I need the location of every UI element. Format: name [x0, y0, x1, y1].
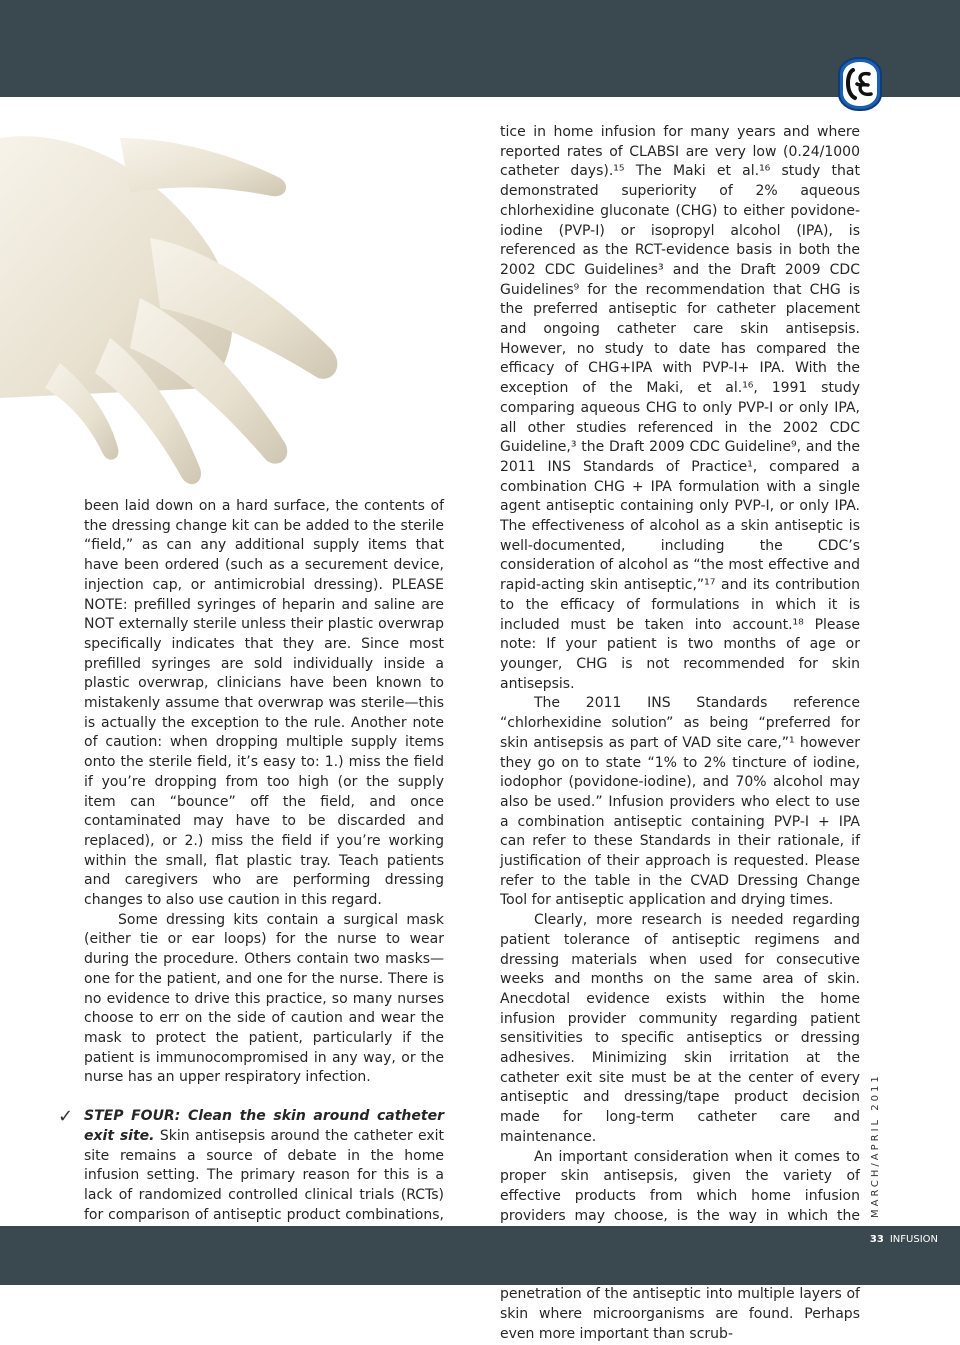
- right-paragraph-3: Clearly, more research is needed regarding patient tolerance of antiseptic regimens and dressing materials when used for consecutive weeks and months on the same area of skin. Anecdotal evidence exists within the home infusion provider community regarding patient sensitivities to specific antiseptics or dressing adhesives. Minimizing skin irritation at the catheter exit site must be at the center of every antiseptic and dressing/tape product decision made for long-term catheter care and maintenance.: [500, 912, 860, 1145]
- step-four-body: Skin antisepsis around the catheter exit site remains a source of debate in the home infusion setting. The primary reason for this is a lack of randomized controlled clinical trials (RCTs) for comparison of antiseptic product combinations,: [84, 1127, 444, 1223]
- left-column: [58, 497, 444, 1245]
- header-bar: [0, 0, 960, 97]
- publication-name: INFUSION: [889, 1234, 938, 1245]
- step-four-section: [58, 1106, 444, 1245]
- ce-badge-icon: [835, 56, 885, 114]
- left-paragraph-1: been laid down on a hard surface, the contents of the dressing change kit can be added to the sterile “field,” as can any additional supply items that have been ordered (such as a securement device, injection cap, or antimicrobial dressing). PLEASE NOTE: prefilled syringes of heparin and saline are NOT externally sterile unless their plastic overwrap specifically indicates that they are. Since most prefilled syringes are sold individually inside a plastic overwrap, clinicians have been known to mistakenly assume that overwrap was sterile—this is actually the exception to the rule. Another note of caution: when dropping multiple supply items onto the sterile field, it’s easy to: 1.) miss the field if you’re dropping from too high (or the supply item can “bounce” off the field, and once contaminated may have to be discarded and replaced), or 2.) miss the field if you’re working within the small, flat plastic tray. Teach patients and caregivers who are performing dressing changes to also use caution in this regard.: [84, 498, 444, 909]
- right-paragraph-2: The 2011 INS Standards reference “chlorhexidine solution” as being “preferred for skin antisepsis as part of VAD site care,”¹ however they go on to state “1% to 2% tincture of iodine, iodophor (povidone-iodine), and 70% alcohol may also be used.” Infusion providers who elect to use a combination antiseptic containing PVP-I + IPA can refer to these Standards in their rationale, if justification of their approach is requested. Please refer to the table in the CVAD Dressing Change Tool for antiseptic application and drying times.: [500, 695, 860, 909]
- page-number: 33: [869, 1234, 884, 1245]
- right-paragraph-1: tice in home infusion for many years and where reported rates of CLABSI are very low (0.24/1000 catheter days).¹⁵ The Maki et al.¹⁶ study that demonstrated superiority of 2% aqueous chlorhexidine gluconate (CHG) to either povidone-iodine (PVP-I) or isopropyl alcohol (IPA), is referenced as the RCT-evidence basis in both the 2002 CDC Guidelines³ and the Draft 2009 CDC Guidelines⁹ for the recommendation that CHG is the preferred antiseptic for catheter placement and ongoing catheter care skin antisepsis. However, no study to date has compared the efficacy of CHG+IPA with PVP-I+ IPA. With the exception of the Maki, et al.¹⁶, 1991 study comparing aqueous CHG to only PVP-I or only IPA, all other studies referenced in the 2002 CDC Guideline,³ the Draft 2009 CDC Guideline⁹, and the 2011 INS Standards of Practice¹, compared a combination CHG + IPA formulation with a single agent antiseptic containing only PVP-I, or only IPA. The effectiveness of alcohol as a skin antiseptic is well-documented, including the CDC’s consideration of alcohol as “the most effective and rapid-acting skin antiseptic,”¹⁷ and its contribution to the efficacy of formulations in which it is included must be taken into account.¹⁸ Please note: If your patient is two months of age or younger, CHG is not recommended for skin antisepsis.: [500, 124, 860, 692]
- page-folio: [870, 1234, 938, 1245]
- footer-bar: [0, 1226, 960, 1285]
- issue-date-sidebar: MARCH/APRIL 2011: [870, 1073, 881, 1218]
- right-paragraph-4: An important consideration when it comes to proper skin antisepsis, given the variety of effective products from which home infusion providers may choose, is the way in which the penetration of the antiseptic into multiple layers of skin where microorganisms are found. Perhaps even more important than scrub-: [500, 1148, 860, 1342]
- checkmark-icon: ✓: [58, 1106, 74, 1128]
- glove-photo: [0, 98, 470, 496]
- left-paragraph-2: Some dressing kits contain a surgical mask (either tie or ear loops) for the nurse to wear during the procedure. Others contain two masks—one for the patient, and one for the nurse. There is no evidence to drive this practice, so many nurses choose to err on the side of caution and wear the mask to protect the patient, particularly if the patient is immunocompromised in any way, or the nurse has an upper respiratory infection.: [84, 911, 444, 1086]
- right-column: [500, 123, 860, 1345]
- step-four-heading: STEP FOUR: Clean the skin around catheter exit site.: [84, 1108, 444, 1144]
